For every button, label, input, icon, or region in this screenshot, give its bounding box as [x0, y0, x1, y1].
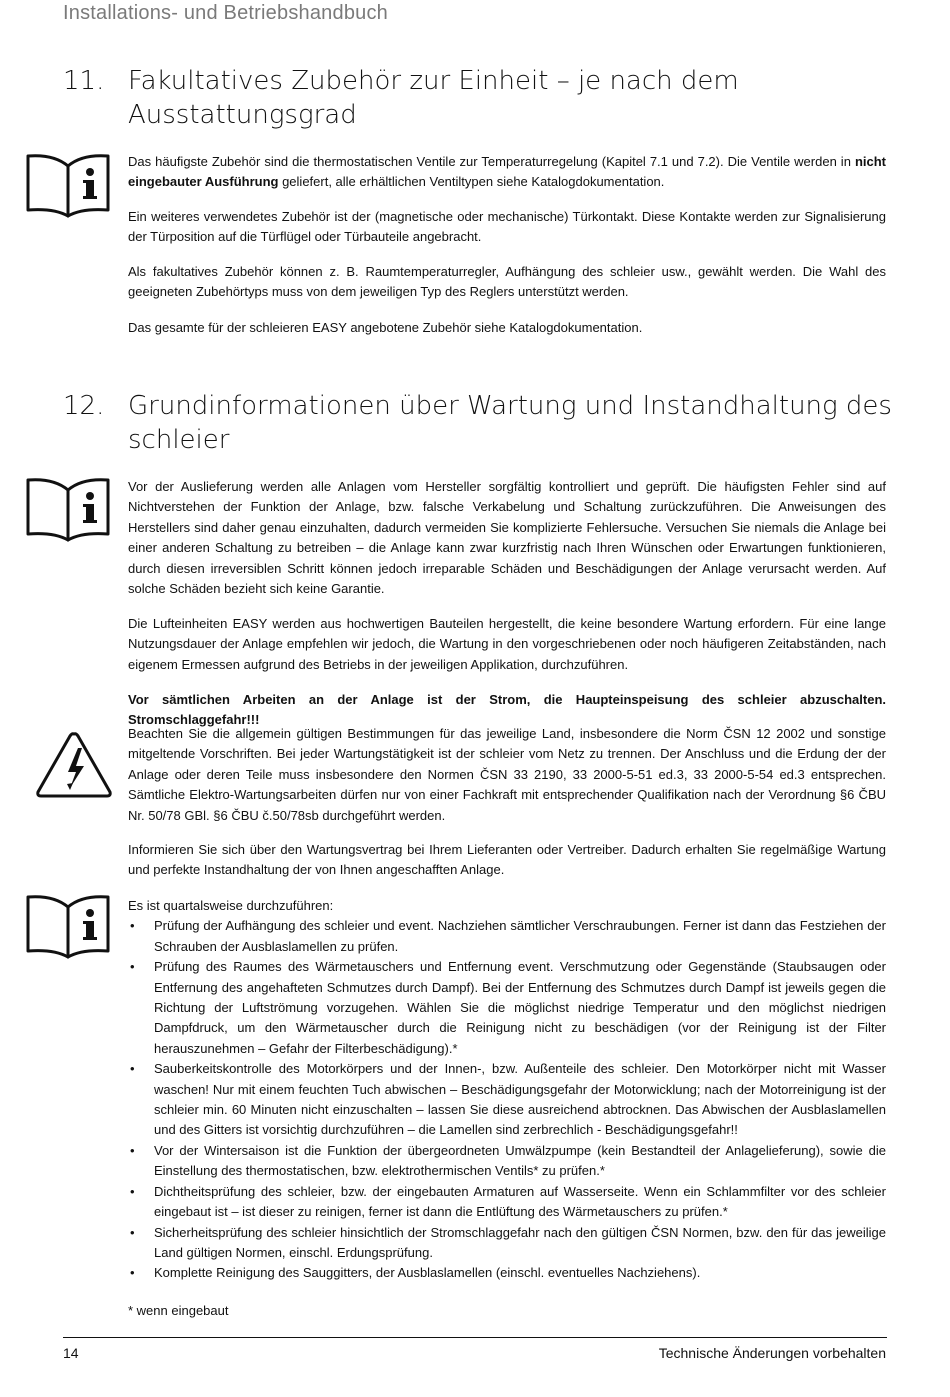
section-12-paragraph-1: Vor der Auslieferung werden alle Anlagen vom Hersteller sorgfältig kontrolliert und geprüft. Die häufigsten Fehler sind auf Nichtverstehen der Funktion der Anlage, bzw. falsche Verkabelung und Schaltung zurückzuführen. Die Anweisungen des Herstellers sind daher genau einzuhalten, dadurch vermeiden Sie komplizierte Fehlersuche. Versuchen Sie niemals die Anlage bei einer anderen Schaltung zu betreiben – die Anlage kann zwar kurzfristig nach Ihren Wünschen oder Erwartungen funktionieren, durch diesen irreversiblen Schritt können jedoch irreparable Schäden und Beschädigungen der Anlage verursacht werden. Auf solche Schäden bezieht sich keine Garantie.	[128, 479, 886, 597]
info-book-icon	[24, 893, 112, 966]
maintenance-list	[128, 916, 886, 1283]
footnote: * wenn eingebaut	[128, 1303, 229, 1318]
list-item: • Sauberkeitskontrolle des Motorkörpers und der Innen-, bzw. Außenteile des schleier. Den Motorkörper nicht mit Wasser waschen! Nur mit einem feuchten Tuch abwischen – Beschädigungsgefahr der Motorwicklung; nach der Motorreinigung ist der schleier min. 60 Minuten nicht einzuschalten – lassen Sie diese ausreichend abtrocknen. Das Abwischen der Ausblaslamellen und des Gitters ist vorsichtig durchzuführen – die Lamellen sind zerbrechlich - Beschädigungsgefahr!!	[128, 1059, 886, 1141]
list-item: • Prüfung der Aufhängung des schleier und event. Nachziehen sämtlicher Verschraubungen. Ferner ist dann das Festziehen der Schrauben der Ausblaslamellen zu prüfen.	[128, 916, 886, 957]
info-book-icon	[24, 152, 112, 225]
section-11-number: 11.	[63, 66, 105, 96]
section-12-heading	[63, 389, 893, 457]
list-item: • Dichtheitsprüfung des schleier, bzw. der eingebauten Armaturen auf Wasserseite. Wenn ein Schlammfilter vor des schleier eingebaut ist – ist dieser zu reinigen, ferner ist dann die Entlüftung des Wärmetauschers zu prüfen.*	[128, 1182, 886, 1223]
electric-hazard-icon	[34, 730, 114, 805]
page-number: 14	[63, 1345, 79, 1361]
section-11-p1-bold: nicht eingebauter Ausführung	[128, 154, 886, 190]
list-item: • Vor der Wintersaison ist die Funktion der übergeordneten Umwälzpumpe (kein Bestandteil der Anlagelieferung), sowie die Einstellung des thermostatischen, bzw. elektrothermischen Ventils* zu prüfen.*	[128, 1141, 886, 1182]
section-11-title: Fakultatives Zubehör zur Einheit – je nach dem Ausstattungsgrad	[128, 66, 739, 130]
section-11-p1-text: Das häufigste Zubehör sind die thermostatischen Ventile zur Temperaturregelung (Kapitel 7.1 und 7.2). Die Ventile werden in	[128, 154, 855, 169]
maintenance-list-intro: Es ist quartalsweise durchzuführen:	[128, 898, 334, 913]
section-11-paragraph-4: Das gesamte für der schleieren EASY angebotene Zubehör siehe Katalogdokumentation.	[128, 320, 643, 335]
section-12-warning: Vor sämtlichen Arbeiten an der Anlage ist der Strom, die Haupteinspeisung des schleier abzuschalten. Stromschlaggefahr!!!	[128, 692, 886, 728]
section-12-title: Grundinformationen über Wartung und Instandhaltung des schleier	[128, 391, 892, 455]
section-11-p1-text-end: geliefert, alle erhältlichen Ventiltypen siehe Katalogdokumentation.	[278, 174, 665, 190]
section-11-paragraph-3: Als fakultatives Zubehör können z. B. Raumtemperaturregler, Aufhängung des schleier usw., gewählt werden. Die Wahl des geeigneten Zubehörtyps muss von dem jeweiligen Typ des Reglers unterstützt werden.	[128, 264, 886, 300]
section-11-paragraph-1	[128, 152, 886, 193]
footer-divider	[63, 1337, 887, 1338]
section-11-paragraph-2: Ein weiteres verwendetes Zubehör ist der (magnetische oder mechanische) Türkontakt. Diese Kontakte werden zur Signalisierung der Türposition auf die Türflügel oder Türbauteile angebracht.	[128, 209, 886, 245]
maintenance-list-block	[128, 896, 886, 1284]
footer-note: Technische Änderungen vorbehalten	[658, 1345, 886, 1361]
section-12-paragraph-2: Die Lufteinheiten EASY werden aus hochwertigen Bauteilen hergestellt, die keine besondere Wartung erfordern. Für eine lange Nutzungsdauer der Anlage empfehlen wir jedoch, die Wartung in den vorgeschriebenen oder noch häufigeren Zeitabständen, nach eigenem Ermessen aufgrund des Betriebs in der jeweiligen Applikation, durchzuführen.	[128, 616, 886, 672]
section-12-paragraph-4: Informieren Sie sich über den Wartungsvertrag bei Ihrem Lieferanten oder Vertreiber. Dadurch erhalten Sie regelmäßige Wartung und perfekte Instandhaltung der von Ihnen angeschafften Anlage.	[128, 842, 886, 878]
info-book-icon	[24, 476, 112, 549]
section-11-heading	[63, 64, 893, 132]
page-header-title: Installations- und Betriebshandbuch	[63, 2, 388, 24]
list-item: • Prüfung des Raumes des Wärmetauschers und Entfernung event. Verschmutzung oder Gegenstände (Staubsaugen oder Entfernung des angehafteten Schmutzes durch Dampf). Bei der Entfernung des Schmutzes durch Dampf ist jeweils gegen die Richtung der Luftströmung vorzugehen. Wählen Sie die möglichst niedrige Temperatur und den möglichst niedrigen Dampfdruck, um den Wärmetauscher durch die Reinigung nicht zu beschädigen (vor der Reinigung ist der Filter herauszunehmen – Gefahr der Filterbeschädigung).*	[128, 957, 886, 1059]
list-item: • Komplette Reinigung des Sauggitters, der Ausblaslamellen (einschl. eventuelles Nachziehens).	[128, 1263, 886, 1283]
list-item: • Sicherheitsprüfung des schleier hinsichtlich der Stromschlaggefahr nach den gültigen ČSN Normen, bzw. den für das jeweilige Land gültigen Normen, einschl. Erdungsprüfung.	[128, 1223, 886, 1264]
section-12-paragraph-3: Beachten Sie die allgemein gültigen Bestimmungen für das jeweilige Land, insbesondere die Norm ČSN 12 2002 und sonstige mitgeltende Vorschriften. Bei jeder Wartungstätigkeit ist der schleier vom Netz zu trennen. Der Anschluss und die Erdung der der Anlage oder deren Teile muss insbesondere den Normen ČSN 33 2190, 33 2000-5-51 ed.3, 33 2000-5-54 ed.3 entsprechen. Sämtliche Elektro-Wartungsarbeiten dürfen nur von einer Fachkraft mit entsprechender Qualifikation nach der Verordnung §6 ČBU Nr. 50/78 GBl. §6 ČBU č.50/78sb durchgeführt werden.	[128, 726, 886, 823]
section-12-number: 12.	[63, 391, 105, 421]
